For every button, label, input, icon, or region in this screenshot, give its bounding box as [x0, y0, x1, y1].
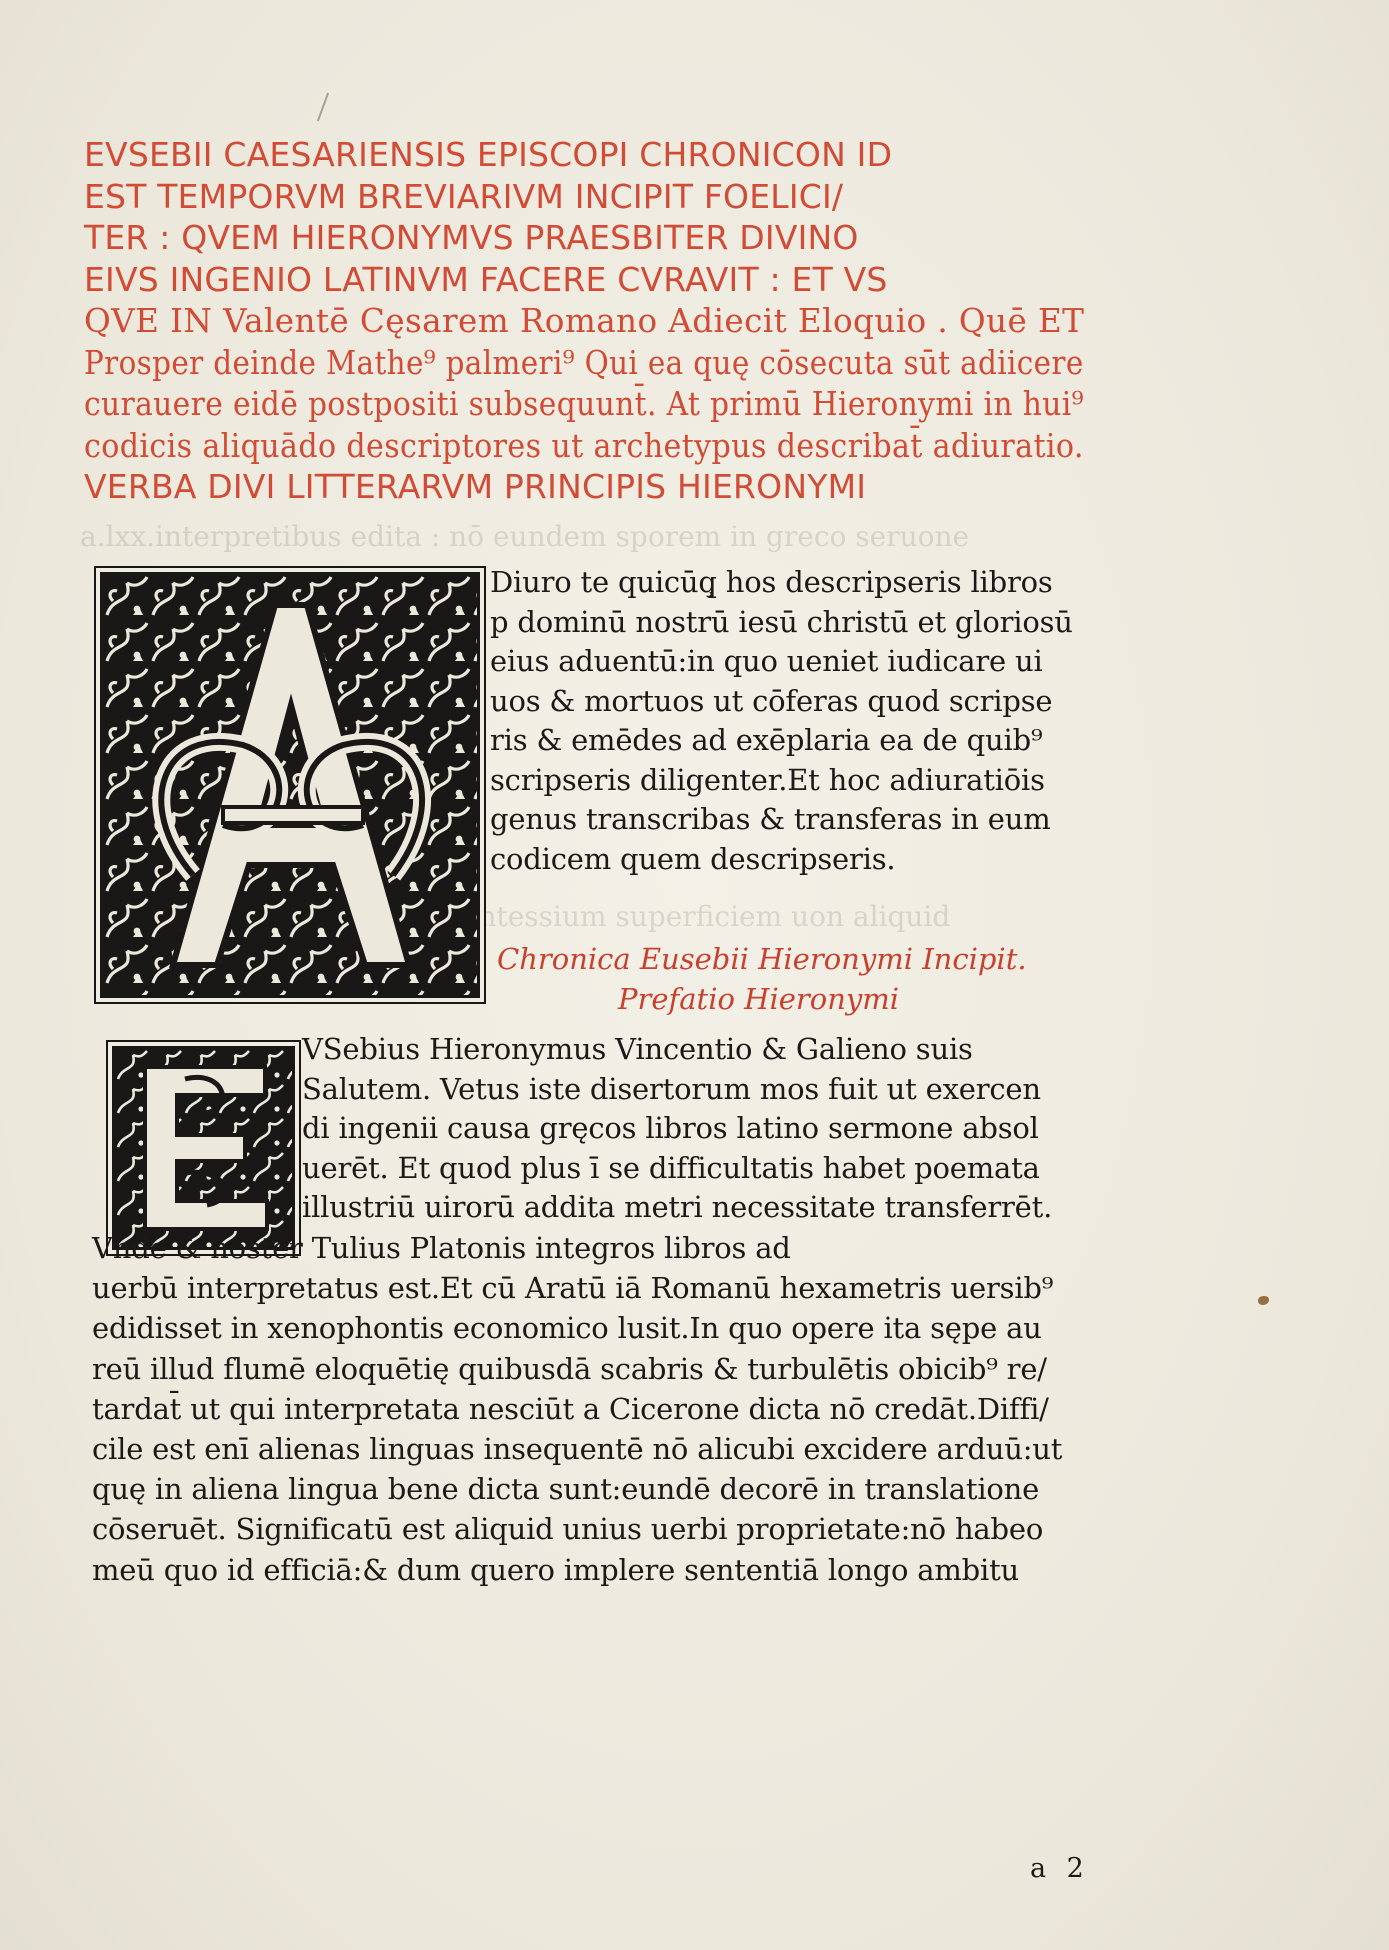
text-line: Diuro te quicūq̧ hos descripseris libros	[490, 565, 1053, 599]
text-line: scripseris diligenter.Et hoc adiuratiōis	[490, 762, 1045, 797]
text-line: VSebius Hieronymus Vincentio & Galieno suis	[302, 1032, 973, 1066]
text-line: cōseruēt. Significatū est aliquid unius uerbi proprietate:nō habeo	[92, 1512, 1044, 1547]
text-line: Salutem. Vetus iste disertorum mos fuit ut exercen	[302, 1071, 1041, 1106]
heading-line: EIVS INGENIO LATINVM FACERE CVRAVIT : ET VS	[84, 259, 888, 299]
woodcut-initial-a	[100, 572, 480, 998]
heading-line: codicis aliquādo descriptores ut archetypus describat̄ adiuratio.	[84, 425, 1084, 465]
text-line: eius aduentū:in quo ueniet iudicare ui	[490, 644, 1043, 678]
text-line: meū quo id efficiā:& dum quero implere sententiā longo ambitu	[92, 1552, 1020, 1587]
text-line: reū illud flumē eloquētię quibusdā scabris & turbulētis obicib⁹ re/	[92, 1351, 1047, 1386]
rubric-heading	[84, 134, 1084, 508]
text-line: edidisset in xenophontis economico lusit.In quo opere ita sępe au	[92, 1311, 1042, 1346]
show-through-text: a.lxx.interpretibus edita : nō eundem sporem in greco seruone	[80, 520, 970, 553]
heading-line: TER : QVEM HIERONYMVS PRAESBITER DIVINO	[84, 218, 859, 257]
woodcut-initial-a-art	[103, 575, 477, 995]
text-line: p dominū nostrū iesū christū et gloriosū	[490, 604, 1073, 639]
preface-text-full-width	[92, 1228, 1062, 1590]
text-line: Vnde & noster Tulius Platonis integros libros ad	[92, 1231, 791, 1265]
heading-line: Prosper deinde Mathe⁹ palmeri⁹ Qui ea quę cōsecuta sūt adiicere	[84, 342, 1084, 382]
show-through-text: breo uelicentessium superficiem uon aliquid	[320, 900, 951, 933]
foxing-spot	[1258, 1296, 1269, 1305]
pencil-mark	[317, 93, 329, 122]
signature-mark: a 2	[1030, 1853, 1090, 1884]
text-line: quę in aliena lingua bene dicta sunt:eundē decorē in translatione	[92, 1472, 1040, 1507]
chronica-subheading: Chronica Eusebii Hieronymi Incipit.	[497, 942, 1027, 976]
text-line: di ingenii causa gręcos libros latino sermone absol	[302, 1111, 1039, 1145]
heading-line: EST TEMPORVM BREVIARIVM INCIPIT FOELICI/	[84, 176, 844, 216]
heading-line: VERBA DIVI LITTERARVM PRINCIPIS HIERONYMI	[84, 467, 867, 506]
adjuration-text	[490, 563, 1073, 879]
text-line: illustriū uirorū addita metri necessitate transferrēt.	[302, 1190, 1053, 1224]
heading-line: QVE IN Valentē Cęsarem Romano Adiecit Eloquio . Quē ET	[84, 301, 1085, 340]
preface-text-beside-initial	[302, 1030, 1052, 1228]
woodcut-initial-e-art	[115, 1049, 292, 1247]
heading-line: EVSEBII CAESARIENSIS EPISCOPI CHRONICON ID	[84, 135, 893, 174]
text-line: uerēt. Et quod plus ī se difficultatis habet poemata	[302, 1150, 1040, 1185]
text-line: genus transcribas & transferas in eum	[490, 802, 1051, 836]
text-line: codicem quem descripseris.	[490, 841, 896, 876]
text-line: tardat̄ ut qui interpretata nesciūt a Cicerone dicta nō credāt.Diffi/	[92, 1391, 1049, 1426]
prefatio-subheading: Prefatio Hieronymi	[618, 982, 900, 1016]
heading-line: curauere eidē postpositi subsequunt̄. At primū Hieronymi in hui⁹	[84, 384, 1084, 423]
text-line: ris & emēdes ad exēplaria ea de quib⁹	[490, 723, 1043, 757]
text-line: uos & mortuos ut cōferas quod scripse	[490, 683, 1053, 718]
text-line: cile est enī alienas linguas insequentē nō alicubi excidere arduū:ut	[92, 1431, 1063, 1466]
woodcut-initial-e	[112, 1046, 295, 1250]
text-line: uerbū interpretatus est.Et cū Aratū iā Romanū hexametris uersib⁹	[92, 1271, 1054, 1306]
